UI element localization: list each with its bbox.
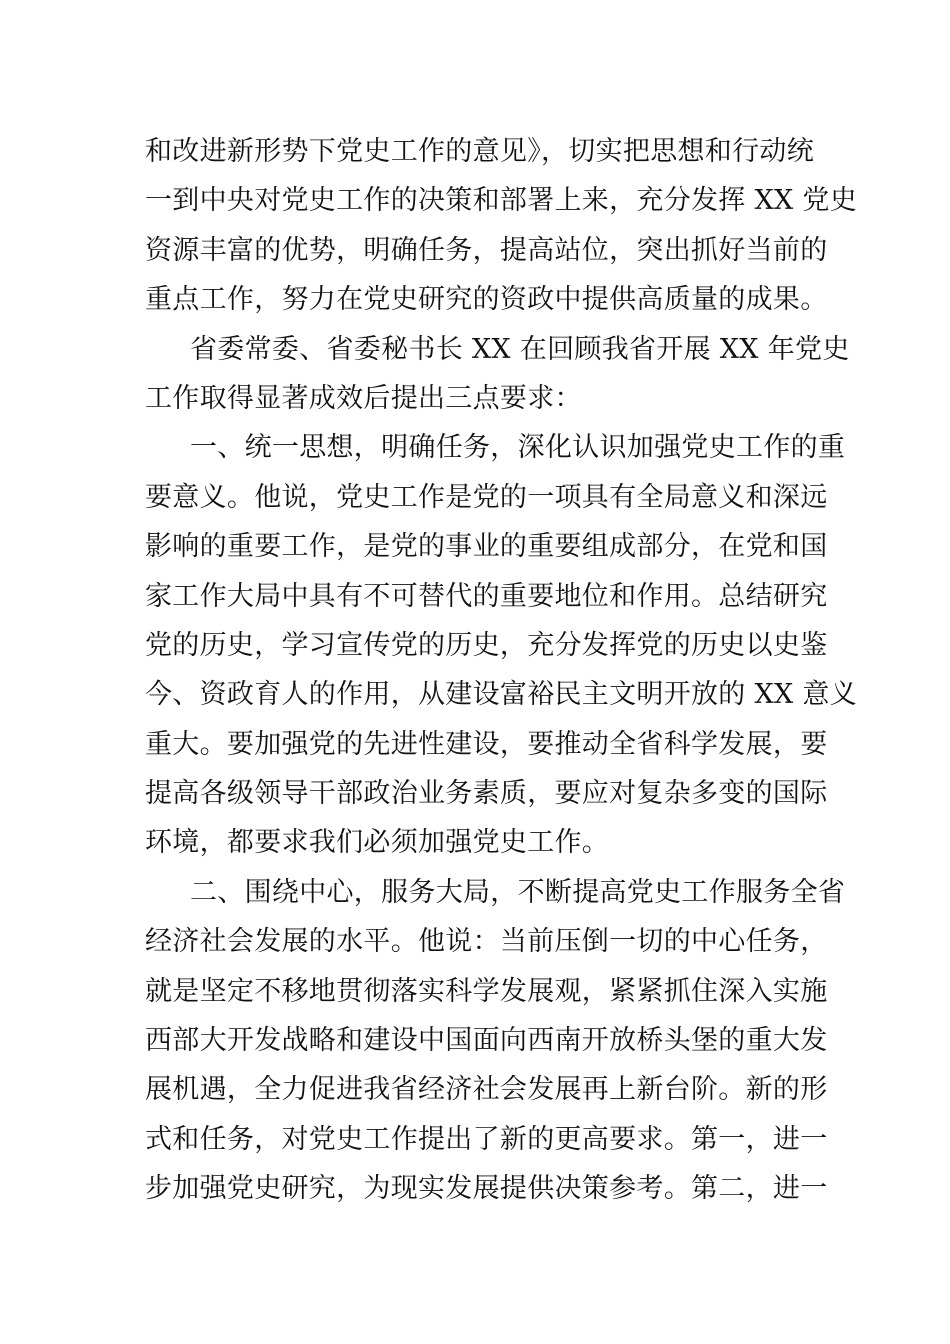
paragraph-first-line: 省委常委、省委秘书长 XX 在回顾我省开展 XX 年党史 <box>190 333 850 365</box>
text-line: 重大。要加强党的先进性建设，要推动全省科学发展，要 <box>145 728 828 760</box>
text-line: 今、资政育人的作用，从建设富裕民主文明开放的 XX 意义 <box>145 679 858 711</box>
text-line: 和改进新形势下党史工作的意见》，切实把思想和行动统 <box>145 136 814 167</box>
text-line: 要意义。他说，党史工作是党的一项具有全局意义和深远 <box>145 481 828 513</box>
text-line: 式和任务，对党史工作提出了新的更高要求。第一，进一 <box>145 1123 828 1155</box>
text-line: 影响的重要工作，是党的事业的重要组成部分，在党和国 <box>145 531 828 563</box>
text-line: 就是坚定不移地贯彻落实科学发展观，紧紧抓住深入实施 <box>145 975 828 1007</box>
paragraph-first-line: 一、统一思想，明确任务，深化认识加强党史工作的重 <box>190 432 846 464</box>
text-line: 西部大开发战略和建设中国面向西南开放桥头堡的重大发 <box>145 1025 828 1057</box>
text-line: 提高各级领导干部政治业务素质，要应对复杂多变的国际 <box>145 778 828 810</box>
paragraph-first-line: 二、围绕中心，服务大局，不断提高党史工作服务全省 <box>190 876 846 908</box>
text-line: 展机遇，全力促进我省经济社会发展再上新台阶。新的形 <box>145 1074 828 1106</box>
text-line: 工作取得显著成效后提出三点要求： <box>145 382 582 414</box>
text-line: 经济社会发展的水平。他说：当前压倒一切的中心任务， <box>145 926 828 958</box>
text-line: 步加强党史研究，为现实发展提供决策参考。第二，进一 <box>145 1173 828 1205</box>
text-line: 环境，都要求我们必须加强党史工作。 <box>145 827 610 859</box>
text-line: 一到中央对党史工作的决策和部署上来，充分发挥 XX 党史 <box>145 185 858 217</box>
text-line: 重点工作，努力在党史研究的资政中提供高质量的成果。 <box>145 284 828 316</box>
text-line: 资源丰富的优势，明确任务，提高站位，突出抓好当前的 <box>145 234 828 266</box>
text-line: 党的历史，学习宣传党的历史，充分发挥党的历史以史鉴 <box>145 629 828 661</box>
text-line: 家工作大局中具有不可替代的重要地位和作用。总结研究 <box>145 580 828 612</box>
document-body <box>145 127 858 1214</box>
